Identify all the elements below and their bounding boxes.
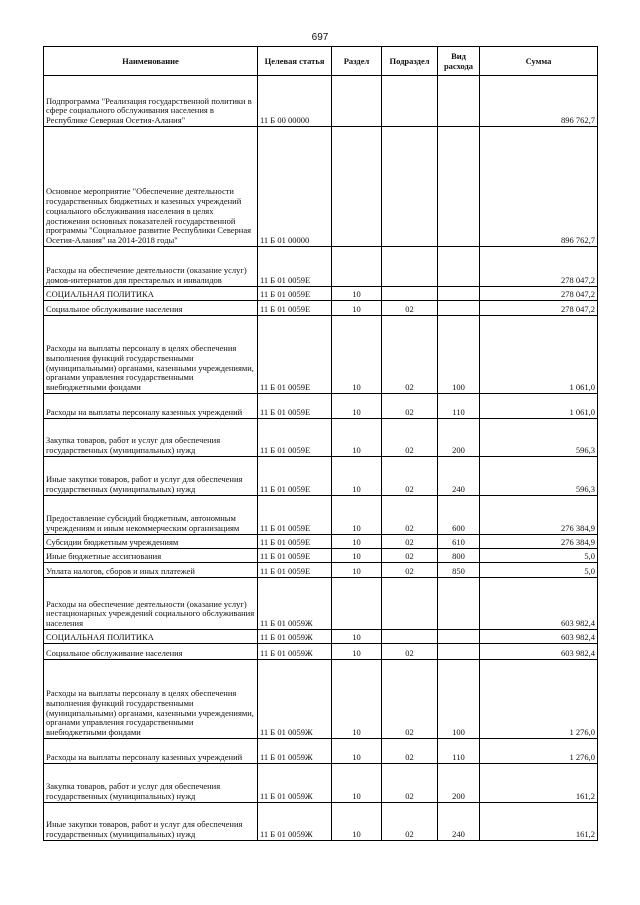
row-sum: 1 061,0	[480, 394, 598, 419]
row-section: 10	[332, 419, 382, 457]
row-section: 10	[332, 563, 382, 578]
row-type: 240	[438, 803, 480, 841]
row-type: 850	[438, 563, 480, 578]
row-type: 600	[438, 496, 480, 535]
table-row	[44, 660, 598, 739]
row-subsection: 02	[382, 394, 438, 419]
row-name: Иные бюджетные ассигнования	[44, 549, 258, 563]
row-code: 11 Б 01 0059Е	[258, 535, 332, 549]
row-name: Расходы на выплаты персоналу казенных учреждений	[44, 739, 258, 764]
row-subsection	[382, 247, 438, 287]
row-code: 11 Б 01 0059Е	[258, 549, 332, 563]
table-row	[44, 394, 598, 419]
row-code: 11 Б 01 0059Е	[258, 316, 332, 394]
row-name: Закупка товаров, работ и услуг для обеспечения государственных (муниципальных) нужд	[44, 764, 258, 803]
row-name: СОЦИАЛЬНАЯ ПОЛИТИКА	[44, 287, 258, 301]
table-row	[44, 496, 598, 535]
row-name: СОЦИАЛЬНАЯ ПОЛИТИКА	[44, 630, 258, 644]
row-sum: 5,0	[480, 563, 598, 578]
header-name: Наименование	[44, 47, 258, 76]
row-type: 110	[438, 394, 480, 419]
row-sum: 1 276,0	[480, 660, 598, 739]
row-code: 11 Б 01 0059Ж	[258, 660, 332, 739]
table-row	[44, 630, 598, 644]
table-row	[44, 803, 598, 841]
table-row	[44, 76, 598, 127]
row-sum: 596,3	[480, 457, 598, 496]
row-subsection: 02	[382, 803, 438, 841]
row-subsection	[382, 287, 438, 301]
budget-table	[43, 46, 598, 841]
row-sum: 278 047,2	[480, 301, 598, 316]
table-row	[44, 764, 598, 803]
row-subsection: 02	[382, 301, 438, 316]
row-sum: 276 384,9	[480, 496, 598, 535]
row-type	[438, 301, 480, 316]
row-type: 100	[438, 316, 480, 394]
row-type: 100	[438, 660, 480, 739]
row-name: Социальное обслуживание населения	[44, 644, 258, 660]
row-code: 11 Б 01 0059Ж	[258, 764, 332, 803]
row-sum: 278 047,2	[480, 287, 598, 301]
header-subsection: Подраздел	[382, 47, 438, 76]
row-section	[332, 76, 382, 127]
page-number: 697	[311, 32, 329, 43]
row-type: 200	[438, 419, 480, 457]
row-section: 10	[332, 630, 382, 644]
row-name: Социальное обслуживание населения	[44, 301, 258, 316]
row-type: 800	[438, 549, 480, 563]
row-subsection	[382, 578, 438, 630]
row-sum: 278 047,2	[480, 247, 598, 287]
row-code: 11 Б 01 0059Е	[258, 496, 332, 535]
row-sum: 161,2	[480, 803, 598, 841]
row-sum: 603 982,4	[480, 644, 598, 660]
row-type	[438, 127, 480, 247]
row-subsection: 02	[382, 419, 438, 457]
row-section: 10	[332, 316, 382, 394]
row-code: 11 Б 01 0059Е	[258, 247, 332, 287]
row-name: Расходы на выплаты персоналу в целях обеспечения выполнения функций государственными (муниципальными) органами, казенными учреждениями, органами управления государственными внебюджетными фондами	[44, 660, 258, 739]
row-type	[438, 287, 480, 301]
row-subsection: 02	[382, 496, 438, 535]
table-row	[44, 457, 598, 496]
row-section: 10	[332, 301, 382, 316]
row-subsection: 02	[382, 739, 438, 764]
row-section	[332, 127, 382, 247]
row-type	[438, 247, 480, 287]
row-name: Субсидии бюджетным учреждениям	[44, 535, 258, 549]
table-row	[44, 549, 598, 563]
row-sum: 596,3	[480, 419, 598, 457]
table-row	[44, 419, 598, 457]
row-code: 11 Б 01 0059Е	[258, 563, 332, 578]
table-row	[44, 127, 598, 247]
row-section	[332, 578, 382, 630]
row-subsection: 02	[382, 535, 438, 549]
row-name: Уплата налогов, сборов и иных платежей	[44, 563, 258, 578]
row-subsection: 02	[382, 457, 438, 496]
row-sum: 276 384,9	[480, 535, 598, 549]
table-header-row	[44, 47, 598, 76]
header-sum: Сумма	[480, 47, 598, 76]
row-sum: 5,0	[480, 549, 598, 563]
row-sum: 896 762,7	[480, 127, 598, 247]
row-name: Расходы на выплаты персоналу казенных учреждений	[44, 394, 258, 419]
row-subsection: 02	[382, 764, 438, 803]
row-section: 10	[332, 644, 382, 660]
row-section: 10	[332, 287, 382, 301]
row-sum: 1 061,0	[480, 316, 598, 394]
row-section: 10	[332, 496, 382, 535]
row-sum: 896 762,7	[480, 76, 598, 127]
row-type	[438, 578, 480, 630]
row-subsection	[382, 76, 438, 127]
table-row	[44, 563, 598, 578]
row-name: Подпрограмма "Реализация государственной политики в сфере социального обслуживания населения в Республике Северная Осетия-Алания"	[44, 76, 258, 127]
row-code: 11 Б 01 0059Е	[258, 394, 332, 419]
row-type	[438, 630, 480, 644]
row-type: 240	[438, 457, 480, 496]
row-section: 10	[332, 764, 382, 803]
header-section: Раздел	[332, 47, 382, 76]
row-type: 110	[438, 739, 480, 764]
row-subsection: 02	[382, 563, 438, 578]
row-type: 200	[438, 764, 480, 803]
row-name: Иные закупки товаров, работ и услуг для обеспечения государственных (муниципальных) нужд	[44, 803, 258, 841]
row-code: 11 Б 01 0059Ж	[258, 630, 332, 644]
row-name: Расходы на обеспечение деятельности (оказание услуг) домов-интернатов для престарелых и инвалидов	[44, 247, 258, 287]
header-expense-type: Вид расхода	[438, 47, 480, 76]
table-row	[44, 287, 598, 301]
row-code: 11 Б 01 0059Ж	[258, 739, 332, 764]
row-code: 11 Б 00 00000	[258, 76, 332, 127]
row-code: 11 Б 01 0059Е	[258, 419, 332, 457]
row-type: 610	[438, 535, 480, 549]
row-section	[332, 247, 382, 287]
row-section: 10	[332, 549, 382, 563]
row-section: 10	[332, 394, 382, 419]
row-subsection	[382, 127, 438, 247]
row-type	[438, 644, 480, 660]
header-article: Целевая статья	[258, 47, 332, 76]
row-name: Расходы на обеспечение деятельности (оказание услуг) нестационарных учреждений социального обслуживания населения	[44, 578, 258, 630]
row-name: Основное мероприятие "Обеспечение деятельности государственных бюджетных и казенных учреждений социального обслуживания населения в целях достижения основных показателей государственной программы "Социальное развитие Республики Северная Осетия-Алания" на 2014-2018 годы"	[44, 127, 258, 247]
row-subsection: 02	[382, 549, 438, 563]
row-name: Иные закупки товаров, работ и услуг для обеспечения государственных (муниципальных) нужд	[44, 457, 258, 496]
row-section: 10	[332, 803, 382, 841]
row-subsection: 02	[382, 660, 438, 739]
row-subsection: 02	[382, 316, 438, 394]
row-code: 11 Б 01 0059Ж	[258, 644, 332, 660]
row-sum: 603 982,4	[480, 578, 598, 630]
row-code: 11 Б 01 0059Е	[258, 457, 332, 496]
row-subsection: 02	[382, 644, 438, 660]
row-type	[438, 76, 480, 127]
row-sum: 161,2	[480, 764, 598, 803]
row-sum: 1 276,0	[480, 739, 598, 764]
row-subsection	[382, 630, 438, 644]
table-row	[44, 247, 598, 287]
row-section: 10	[332, 739, 382, 764]
row-name: Расходы на выплаты персоналу в целях обеспечения выполнения функций государственными (муниципальными) органами, казенными учреждениями, органами управления государственными внебюджетными фондами	[44, 316, 258, 394]
row-code: 11 Б 01 0059Ж	[258, 578, 332, 630]
row-code: 11 Б 01 0059Е	[258, 301, 332, 316]
table-row	[44, 301, 598, 316]
row-sum: 603 982,4	[480, 630, 598, 644]
row-code: 11 Б 01 0059Е	[258, 287, 332, 301]
table-row	[44, 578, 598, 630]
table-row	[44, 644, 598, 660]
row-name: Предоставление субсидий бюджетным, автономным учреждениям и иным некоммерческим организациям	[44, 496, 258, 535]
row-section: 10	[332, 457, 382, 496]
table-row	[44, 535, 598, 549]
row-section: 10	[332, 535, 382, 549]
table-row	[44, 316, 598, 394]
row-code: 11 Б 01 00000	[258, 127, 332, 247]
row-name: Закупка товаров, работ и услуг для обеспечения государственных (муниципальных) нужд	[44, 419, 258, 457]
table-row	[44, 739, 598, 764]
row-section: 10	[332, 660, 382, 739]
row-code: 11 Б 01 0059Ж	[258, 803, 332, 841]
